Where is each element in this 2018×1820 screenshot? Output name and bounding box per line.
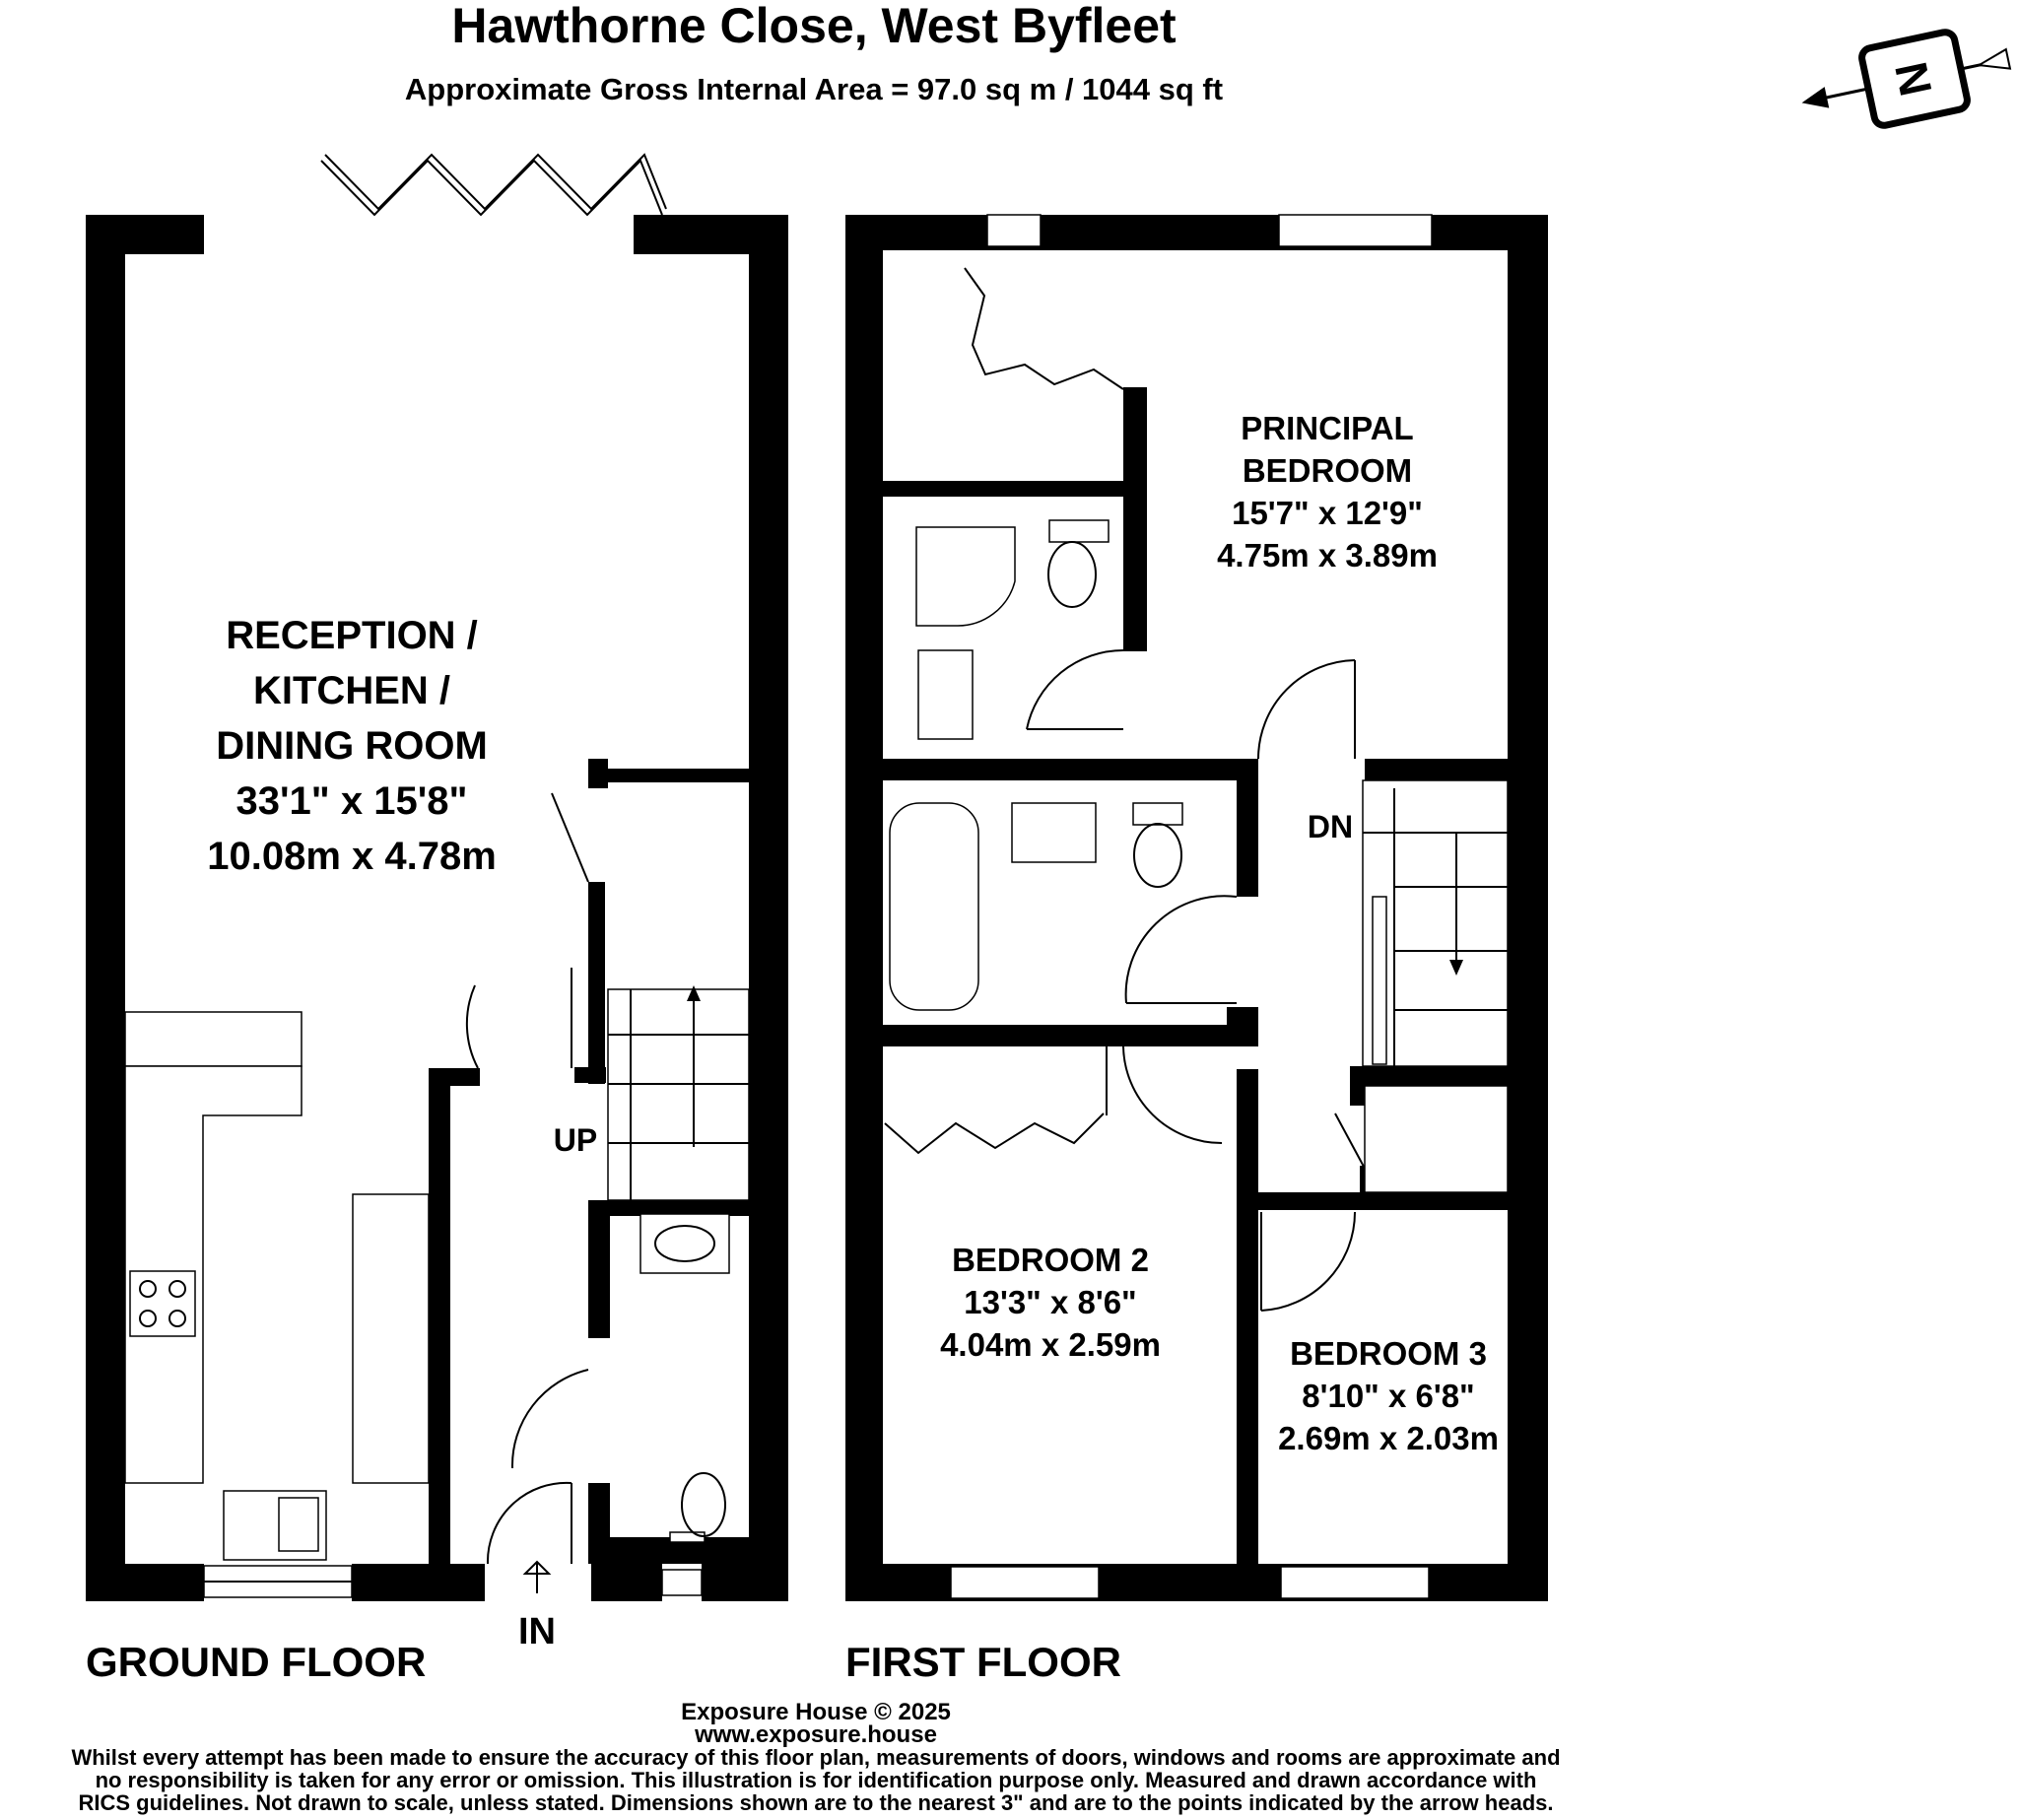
room-label-reception bbox=[207, 614, 497, 878]
stairs-up-label: UP bbox=[553, 1122, 598, 1158]
compass-label: N bbox=[1885, 57, 1942, 101]
plan-title: Hawthorne Close, West Byfleet bbox=[451, 0, 1177, 53]
room-name-line: PRINCIPAL bbox=[1241, 410, 1414, 446]
room-label-bedroom-3 bbox=[1278, 1335, 1499, 1456]
ground-floor-plan bbox=[86, 155, 788, 1601]
room-dimensions-metric: 2.69m x 2.03m bbox=[1278, 1420, 1499, 1456]
room-name-line: DINING ROOM bbox=[216, 724, 488, 768]
room-dimensions-metric: 10.08m x 4.78m bbox=[207, 835, 497, 878]
room-dimensions-metric: 4.75m x 3.89m bbox=[1217, 537, 1438, 573]
room-dimensions-imperial: 33'1" x 15'8" bbox=[235, 779, 468, 823]
room-dimensions-imperial: 13'3" x 8'6" bbox=[964, 1284, 1137, 1320]
room-dimensions-imperial: 8'10" x 6'8" bbox=[1302, 1378, 1475, 1414]
compass-icon bbox=[1793, 21, 2016, 142]
room-name-line: BEDROOM bbox=[1242, 452, 1413, 489]
entrance-label: IN bbox=[518, 1611, 556, 1652]
website-text: www.exposure.house bbox=[695, 1721, 937, 1748]
stairs-down-label: DN bbox=[1307, 809, 1354, 844]
room-name-line: KITCHEN / bbox=[253, 669, 450, 712]
disclaimer-line: RICS guidelines. Not drawn to scale, unless stated. Dimensions shown are to the nearest 3" and are to the points indicated by the arrow heads. bbox=[78, 1790, 1554, 1815]
room-name-line: BEDROOM 3 bbox=[1290, 1335, 1487, 1372]
room-label-principal-bedroom bbox=[1217, 410, 1438, 573]
first-floor-label: FIRST FLOOR bbox=[845, 1639, 1121, 1685]
room-name-line: RECEPTION / bbox=[226, 614, 478, 657]
copyright-text: Exposure House © 2025 bbox=[681, 1699, 951, 1725]
room-label-bedroom-2 bbox=[940, 1242, 1161, 1363]
disclaimer-line: Whilst every attempt has been made to ensure the accuracy of this floor plan, measurements of doors, windows and rooms are approximate and bbox=[71, 1745, 1561, 1770]
room-dimensions-metric: 4.04m x 2.59m bbox=[940, 1326, 1161, 1363]
area-subtitle: Approximate Gross Internal Area = 97.0 sq m / 1044 sq ft bbox=[404, 72, 1224, 106]
room-dimensions-imperial: 15'7" x 12'9" bbox=[1232, 495, 1423, 531]
room-name-line: BEDROOM 2 bbox=[952, 1242, 1149, 1278]
disclaimer-line: no responsibility is taken for any error or omission. This illustration is for identification purpose only. Measured and drawn accordance with bbox=[95, 1768, 1537, 1792]
ground-floor-label: GROUND FLOOR bbox=[86, 1639, 427, 1685]
